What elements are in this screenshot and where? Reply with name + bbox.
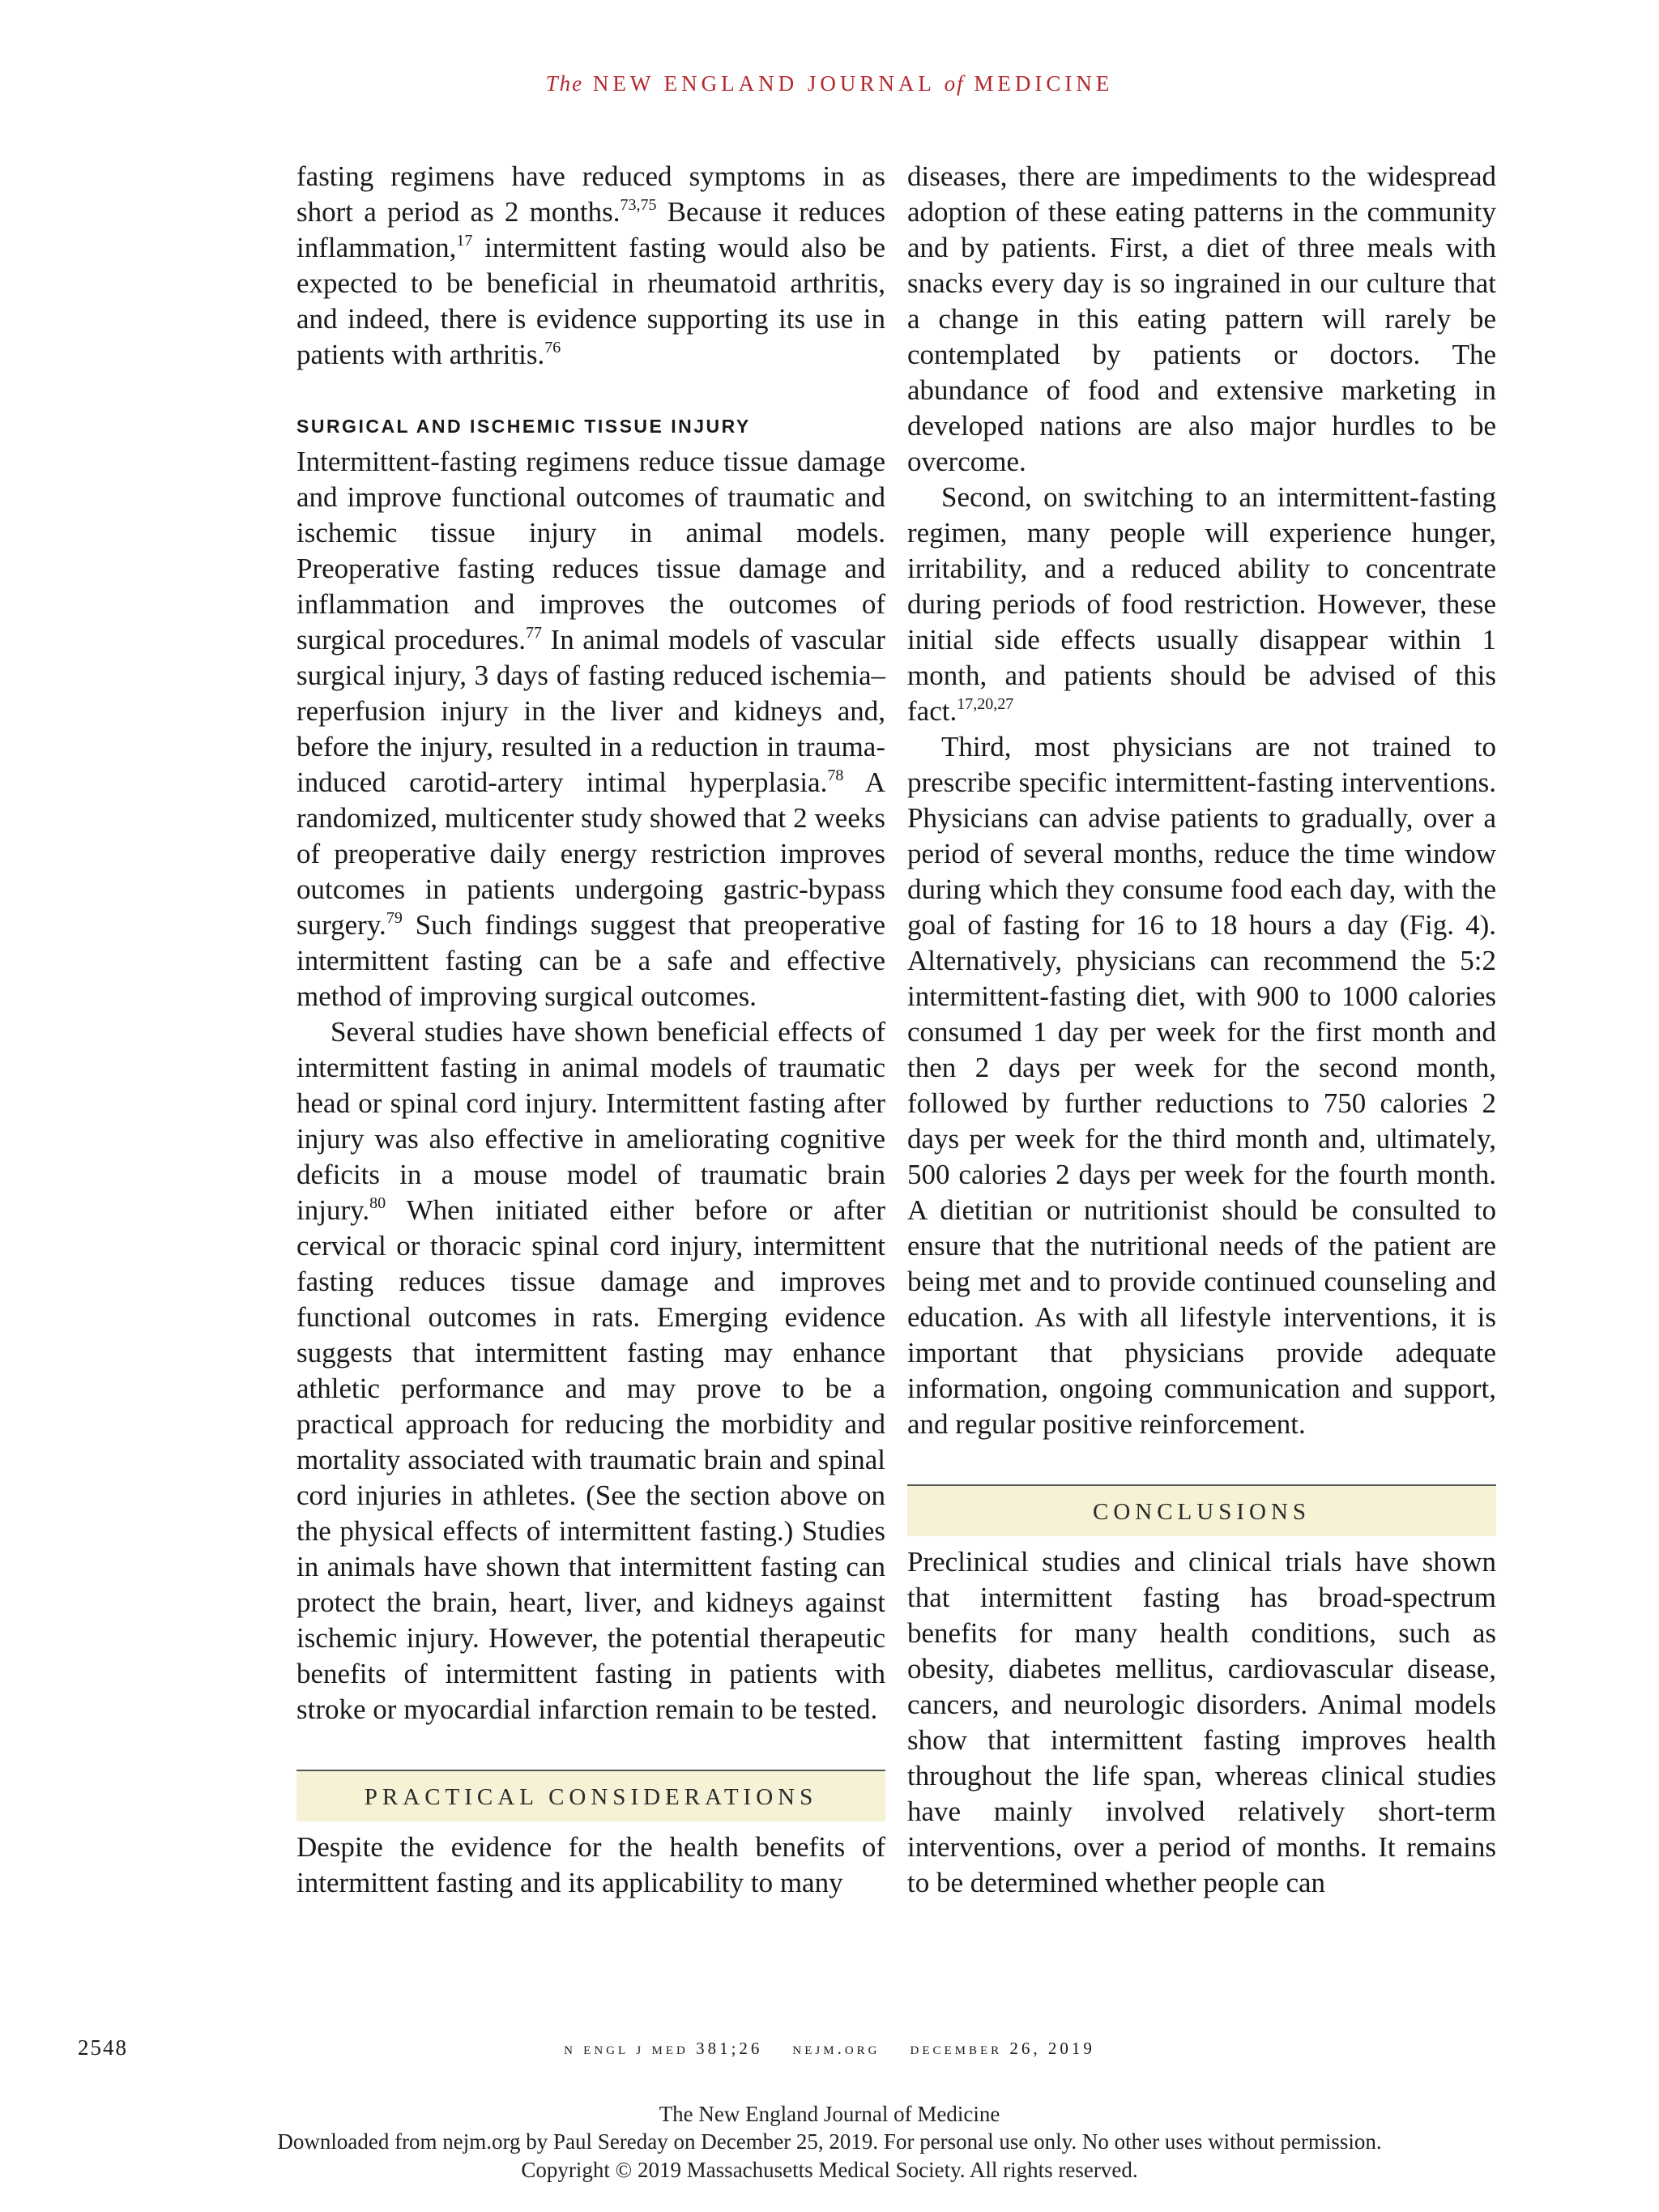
text-run: When initiated either before or after cervical or thoracic spinal cord injury, intermittent fasting reduces tissue damage and improves functional outcomes in rats. Emerging evidence suggests that intermittent fasting may enhance athletic performance and may prove to be a practical approach for reducing the morbidity and mortality associated with traumatic brain and spinal cord injuries in athletes. (See the section above on the physical effects of intermittent fasting.) Studies in animals have shown that intermittent fasting can protect the brain, heart, liver, and kidneys against ischemic injury. However, the potential therapeutic benefits of intermittent fasting in patients with stroke or myocardial infarction remain to be tested. xyxy=(296,1194,885,1725)
reference: 80 xyxy=(369,1194,386,1212)
right-paragraph-1: diseases, there are impediments to the widespread adoption of these eating patterns in the community and by patients. First, a diet of three meals with snacks every day is so ingrained in our culture that a change in this eating pattern will rarely be contemplated by patients or doctors. The abundance of food and extensive marketing in developed nations are also major hurdles to be overcome. xyxy=(907,160,1496,477)
reference: 78 xyxy=(827,767,844,784)
left-paragraph-2 xyxy=(296,444,885,1014)
download-notice-journal: The New England Journal of Medicine xyxy=(659,2102,1000,2126)
text-run: Because it reduces inflammation, xyxy=(296,196,885,263)
left-paragraph-1 xyxy=(296,159,885,373)
right-paragraph-2 xyxy=(907,480,1496,729)
text-run: A randomized, multicenter study showed that 2 weeks of preoperative daily energy restriction improves outcomes in patients undergoing gastric-bypass surgery. xyxy=(296,767,885,941)
subsection-heading: SURGICAL AND ISCHEMIC TISSUE INJURY xyxy=(296,416,751,437)
reference: 79 xyxy=(386,909,403,927)
section-heading-practical: PRACTICAL CONSIDERATIONS xyxy=(296,1770,885,1821)
reference: 73,75 xyxy=(620,196,657,214)
running-head xyxy=(0,71,1659,96)
journal-the: The xyxy=(545,71,584,96)
reference: 17 xyxy=(456,232,473,250)
page-number: 2548 xyxy=(78,2035,128,2060)
left-paragraph-3 xyxy=(296,1014,885,1727)
download-notice: Downloaded from nejm.org by Paul Sereday on December 25, 2019. For personal use only. No other uses without permission. xyxy=(277,2129,1382,2154)
right-column xyxy=(907,159,1496,1901)
reference: 76 xyxy=(544,339,561,357)
footer-citation: n engl j med 381;26 nejm.org december 26, 2019 xyxy=(564,2039,1095,2058)
right-paragraph-4: Preclinical studies and clinical trials have shown that intermittent fasting has broad-spectrum benefits for many health conditions, such as obesity, diabetes mellitus, cardiovascular disease, cancers, and neurologic disorders. Animal models show that intermittent fasting improves health throughout the life span, whereas clinical studies have mainly involved relatively short-term interventions, over a period of months. It remains to be determined whether people can xyxy=(907,1546,1496,1898)
reference: 17,20,27 xyxy=(957,695,1014,713)
journal-of: of xyxy=(944,71,965,96)
text-run: In animal models of vascular surgical injury, 3 days of fasting reduced ischemia–reperfusion injury in the liver and kidneys and, before the injury, resulted in a reduction in trauma-induced carotid-artery intimal hyperplasia. xyxy=(296,624,885,798)
reference: 77 xyxy=(526,624,542,642)
section-heading-conclusions: CONCLUSIONS xyxy=(907,1484,1496,1536)
text-run: Second, on switching to an intermittent-fasting regimen, many people will experience hunger, irritability, and a reduced ability to concentrate during periods of food restriction. However, these initial side effects usually disappear within 1 month, and patients should be advised of this fact. xyxy=(907,481,1496,727)
left-paragraph-4: Despite the evidence for the health benefits of intermittent fasting and its applicability to many xyxy=(296,1831,885,1898)
journal-medicine: MEDICINE xyxy=(974,71,1114,96)
left-column xyxy=(296,159,885,1901)
text-run: Such findings suggest that preoperative intermittent fasting can be a safe and effective method of improving surgical outcomes. xyxy=(296,909,885,1012)
text-run: Intermittent-fasting regimens reduce tissue damage and improve functional outcomes of traumatic and ischemic tissue injury in animal models. Preoperative fasting reduces tissue damage and inflammation and improves the outcomes of surgical procedures. xyxy=(296,446,885,655)
copyright-notice: Copyright © 2019 Massachusetts Medical Society. All rights reserved. xyxy=(521,2158,1138,2182)
text-run: fasting regimens have reduced symptoms in as short a period as 2 months. xyxy=(296,160,885,228)
text-run: Several studies have shown beneficial effects of intermittent fasting in animal models of traumatic head or spinal cord injury. Intermittent fasting after injury was also effective in ameliorating cognitive deficits in a mouse model of traumatic brain injury. xyxy=(296,1016,885,1226)
right-paragraph-3: Third, most physicians are not trained to prescribe specific intermittent-fasting interventions. Physicians can advise patients to gradually, over a period of several months, reduce the time window during which they consume food each day, with the goal of fasting for 16 to 18 hours a day (Fig. 4). Alternatively, physicians can recommend the 5:2 intermittent-fasting diet, with 900 to 1000 calories consumed 1 day per week for the first month and then 2 days per week for the second month, followed by further reductions to 750 calories 2 days per week for the third month and, ultimately, 500 calories 2 days per week for the fourth month. A dietitian or nutritionist should be consulted to ensure that the nutritional needs of the patient are being met and to provide continued counseling and education. As with all lifestyle interventions, it is important that physicians provide adequate information, ongoing communication and support, and regular positive reinforcement. xyxy=(907,731,1496,1440)
journal-name: NEW ENGLAND JOURNAL xyxy=(592,71,935,96)
text-run: intermittent fasting would also be expected to be beneficial in rheumatoid arthritis, and indeed, there is evidence supporting its use in patients with arthritis. xyxy=(296,232,885,370)
